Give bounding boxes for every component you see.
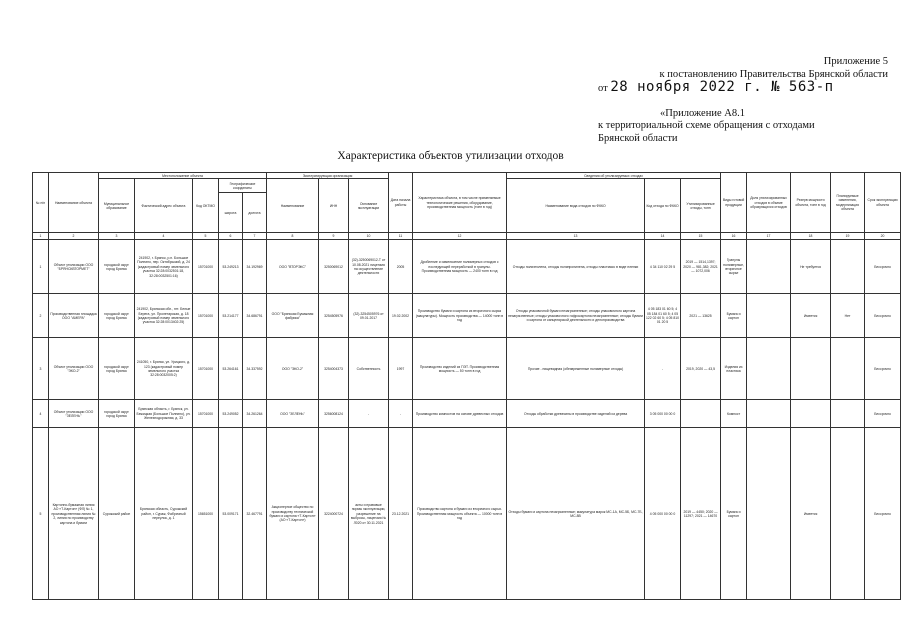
cell-lon: 34.686791 <box>243 294 267 338</box>
cell-n: 1 <box>33 240 49 294</box>
col-number: 12 <box>413 233 507 240</box>
cell-address: 241902, Брянская обл., пгт. Белые Берега, ул. Пролетарская, д. 18 (кадастровый номер земельного участка 32:28:0013402:25) <box>135 294 193 338</box>
cell-date-start: 1997 <box>389 338 413 400</box>
col-period: Срок эксплуатации объекта <box>865 173 901 233</box>
cell-share <box>747 400 791 428</box>
col-number: 14 <box>645 233 681 240</box>
cell-characteristics: Производство бумаги и картона из вторичного сырья (макулатуры). Мощность производства — 14000 тонн в год <box>413 294 507 338</box>
col-number: 5 <box>193 233 219 240</box>
cell-date-start: 19.02.2002 <box>389 294 413 338</box>
cell-period: Бессрочно <box>865 294 901 338</box>
table-row <box>33 428 901 600</box>
cell-n: 2 <box>33 294 49 338</box>
cell-inn: 3250069012 <box>319 240 349 294</box>
table-row <box>33 400 901 428</box>
cell-address: Брянская область, г. Брянск, ул. Бежицкая (Большое Полпино), ул. Железнодорожная, д. 33 <box>135 400 193 428</box>
col-number: 9 <box>319 233 349 240</box>
cell-name: Объект утилизации ООО "ЭКО-2" <box>49 338 99 400</box>
table-row <box>33 338 901 400</box>
cell-product: Изделия из пластика <box>721 338 747 400</box>
cell-characteristics: Производство картона и бумаги из вторичного сырья. Производственная мощность объекта — 10000 тонн в год <box>413 428 507 600</box>
resolution-reference: к постановлению Правительства Брянской области <box>659 68 888 80</box>
cell-characteristics: Дробление и измельчение полимерных отходов с последующей переработкой в гранулы. Производственная мощность — 2400 тонн в год <box>413 240 507 294</box>
cell-license: (32)-3254505976 от 09.01.2017 <box>349 294 389 338</box>
col-number: 2 <box>49 233 99 240</box>
col-license: Основание эксплуатации <box>349 179 389 233</box>
cell-share <box>747 338 791 400</box>
col-capacity-reserve: Резерв мощности объекта, тонн в год <box>791 173 831 233</box>
col-number: 18 <box>791 233 831 240</box>
waste-utilization-table <box>32 172 901 600</box>
cell-volume: 2021 — 13625 <box>681 294 721 338</box>
col-number: 10 <box>349 233 389 240</box>
col-share: Доля утилизированных отходов в объеме образующихся отходов <box>747 173 791 233</box>
cell-period: Бессрочно <box>865 400 901 428</box>
document-title: Характеристика объектов утилизации отходов <box>337 150 564 162</box>
cell-inn: 3254004373 <box>319 338 349 400</box>
cell-fkko-code: 4 05 183 01 60 5; 4 05 184 01 60 5; 4 05 122 02 60 5; 4 05 810 01 20 5 <box>645 294 681 338</box>
col-number: 11 <box>389 233 413 240</box>
from-word: от <box>598 83 608 94</box>
col-number: 8 <box>267 233 319 240</box>
cell-name: Картонно-бумажная линия АО «Т-Картон» (ФЛ) № 1, производственная линия № 2, линия по производству картона и бумаги <box>49 428 99 600</box>
cell-org-name: ООО "ЗЕЛЕНЬ" <box>267 400 319 428</box>
cell-date-start: 23.12.2021 <box>389 428 413 600</box>
cell-capacity-reserve <box>791 400 831 428</box>
cell-org-name: ООО "Брянская Бумажная фабрика" <box>267 294 319 338</box>
col-number: 13 <box>507 233 645 240</box>
cell-lat: 53.249052 <box>219 400 243 428</box>
col-number: 17 <box>747 233 791 240</box>
cell-period: Бессрочно <box>865 428 901 600</box>
cell-inn: 3256008124 <box>319 400 349 428</box>
col-volume: Утилизированные отходы, тонн <box>681 179 721 233</box>
cell-n: 3 <box>33 338 49 400</box>
cell-lat: 53.214177 <box>219 294 243 338</box>
cell-oktmo: 15701000 <box>193 240 219 294</box>
cell-product: Бумага и картон <box>721 428 747 600</box>
annex-line-1: к территориальной схеме обращения с отходами <box>598 120 815 131</box>
cell-name: Объект утилизации ООО "ЗЕЛЕНЬ" <box>49 400 99 428</box>
cell-plan-changes <box>831 400 865 428</box>
cell-lon: 32.467791 <box>243 428 267 600</box>
cell-capacity-reserve: Имеется <box>791 294 831 338</box>
group-location: Местоположение объекта <box>99 173 267 179</box>
col-number: 4 <box>135 233 193 240</box>
cell-waste-name: Отходы упаковочной бумаги незагрязненные; отходы упаковочного картона незагрязненные; отходы упаковочного гофрокартона незагрязненные; отходы бумаги и картона от канцелярской деятельности и делопроизводства <box>507 294 645 338</box>
cell-capacity-reserve: Имеется <box>791 428 831 600</box>
cell-capacity-reserve <box>791 338 831 400</box>
col-number: 19 <box>831 233 865 240</box>
cell-address: Брянская область, Сурожский район, г. Сураж, Фабричный переулок, д. 1 <box>135 428 193 600</box>
cell-waste-name: Отходы бумаги и картона незагрязненные; макулатура марок МС-1А, МС-5Б, МС-7Б, МС-8В <box>507 428 645 600</box>
cell-plan-changes <box>831 240 865 294</box>
cell-plan-changes <box>831 428 865 600</box>
cell-volume: 2019 — 1514,1397; 2020 — 981,382; 2021 — 1072,006 <box>681 240 721 294</box>
cell-characteristics: Производство изделий из ПЭТ. Производственная мощность — 50 тонн в год <box>413 338 507 400</box>
cell-share <box>747 294 791 338</box>
col-number: 20 <box>865 233 901 240</box>
table-row <box>33 240 901 294</box>
cell-date-start: 2005 <box>389 240 413 294</box>
cell-address: 241050, г. Брянск, ул. Урицкого, д. 123 (кадастровый номер земельного участка 32:28:0032005:2) <box>135 338 193 400</box>
cell-date-start: - <box>389 400 413 428</box>
cell-municipality: городской округ город Брянск <box>99 400 135 428</box>
col-number: 16 <box>721 233 747 240</box>
cell-period: Бессрочно <box>865 338 901 400</box>
col-oktmo: Код ОКТМО <box>193 179 219 233</box>
col-name: Наименование объекта <box>49 173 99 233</box>
cell-name: Производственная площадка ООО "АМЕРА" <box>49 294 99 338</box>
cell-oktmo: 15651000 <box>193 428 219 600</box>
cell-share <box>747 240 791 294</box>
col-number: 6 <box>219 233 243 240</box>
cell-lat: 53.249213 <box>219 240 243 294</box>
col-number: 1 <box>33 233 49 240</box>
cell-fkko-code: - <box>645 338 681 400</box>
group-operator: Эксплуатирующая организация <box>267 173 389 179</box>
cell-license: (32)-3250069012-Т от 10.08.2021 лицензия на осуществление деятельности <box>349 240 389 294</box>
cell-oktmo: 15701000 <box>193 338 219 400</box>
cell-lon: 34.192969 <box>243 240 267 294</box>
group-waste-info: Сведения об утилизируемых отходах <box>507 173 721 179</box>
column-number-row <box>33 233 901 240</box>
cell-org-name: Акционерное общество по производству технической бумаги и картона «Т-Картон» (АО «Т-Картон») <box>267 428 319 600</box>
cell-oktmo: 15701000 <box>193 400 219 428</box>
cell-municipality: городской округ город Брянск <box>99 338 135 400</box>
col-characteristics: Характеристика объекта, в том числе применяемые технологические решения, оборудование, производственная мощность (тонн в год) <box>413 173 507 233</box>
handwritten-date-number: 28 ноября 2022 г. № 563-п <box>610 79 834 95</box>
cell-municipality: городской округ город Брянск <box>99 294 135 338</box>
cell-period: Бессрочно <box>865 240 901 294</box>
col-lat: широта <box>219 193 243 233</box>
cell-waste-name: Отходы полиэтилена, отходы полипропилена, отходы пластмасс в виде пленки <box>507 240 645 294</box>
col-municipality: Муниципальное образование <box>99 179 135 233</box>
col-lon: долгота <box>243 193 267 233</box>
col-date-start: Дата начала работы <box>389 173 413 233</box>
cell-volume: 2019 — 4450; 2020 — 11297; 2021 — 14670 <box>681 428 721 600</box>
resolution-date-line <box>598 81 888 96</box>
col-inn: ИНН <box>319 179 349 233</box>
document-header <box>598 56 888 145</box>
col-product: Виды готовой продукции <box>721 173 747 233</box>
appendix-label: Приложение 5 <box>823 56 888 67</box>
cell-product: Бумага и картон <box>721 294 747 338</box>
col-address: Фактический адрес объекта <box>135 179 193 233</box>
cell-waste-name: Прочие - пищевидная (обезвреженные полимерные отходы) <box>507 338 645 400</box>
col-waste-name: Наименование вида отходов по ФККО <box>507 179 645 233</box>
cell-inn: 3254505976 <box>319 294 349 338</box>
table-row <box>33 294 901 338</box>
cell-characteristics: Производство компостов на основе древесных отходов <box>413 400 507 428</box>
cell-n: 4 <box>33 400 49 428</box>
annex-line-2: Брянской области <box>598 132 678 144</box>
cell-inn: 3224000724 <box>319 428 349 600</box>
cell-name: Объект утилизации ООО "БРЯНСКВТОРМЕТ" <box>49 240 99 294</box>
annex-title: «Приложение А8.1 <box>660 107 745 119</box>
cell-lat: 53.264161 <box>219 338 243 400</box>
cell-plan-changes <box>831 338 865 400</box>
cell-product: Гранулы полимерные, вторичное сырье <box>721 240 747 294</box>
cell-municipality: Сурожский район <box>99 428 135 600</box>
col-plan-changes: Планируемые изменения, модернизация объекта <box>831 173 865 233</box>
cell-license: - <box>349 400 389 428</box>
cell-org-name: ООО "ВТОРЭКС" <box>267 240 319 294</box>
col-org-name: Наименование <box>267 179 319 233</box>
col-number: 7 <box>243 233 267 240</box>
cell-license: Собственность <box>349 338 389 400</box>
cell-oktmo: 15701000 <box>193 294 219 338</box>
cell-license: акты и правовые нормы эксплуатации, разрешение на выбросы, лицензия № Л020 от 30.11.2021 <box>349 428 389 600</box>
cell-municipality: городской округ город Брянск <box>99 240 135 294</box>
cell-n: 5 <box>33 428 49 600</box>
group-coords: Географические координаты <box>219 179 267 193</box>
cell-volume <box>681 400 721 428</box>
cell-fkko-code: 4 34 110 02 29 5 <box>645 240 681 294</box>
col-number: 15 <box>681 233 721 240</box>
cell-fkko-code: 4 05 000 00 00 0 <box>645 428 681 600</box>
cell-volume: 2019, 2020 — 43,5 <box>681 338 721 400</box>
cell-lat: 53.009171 <box>219 428 243 600</box>
cell-product: Компост <box>721 400 747 428</box>
cell-waste-name: Отходы обработки древесины в производстве изделий из дерева <box>507 400 645 428</box>
cell-lon: 34.337592 <box>243 338 267 400</box>
cell-share <box>747 428 791 600</box>
cell-org-name: ООО "ЭКО-2" <box>267 338 319 400</box>
cell-fkko-code: 3 05 000 00 00 0 <box>645 400 681 428</box>
cell-capacity-reserve: Не требуется <box>791 240 831 294</box>
col-number: 3 <box>99 233 135 240</box>
cell-plan-changes: Нет <box>831 294 865 338</box>
col-fkko-code: Код отхода по ФККО <box>645 179 681 233</box>
cell-address: 241902, г. Брянск, р.п. Большое Полпино, пер. Октябрьский, д. 24 (кадастровый номер земельного участка 32:28:0032501:18, 32:28:0032501:16) <box>135 240 193 294</box>
col-n: № п/п <box>33 173 49 233</box>
cell-lon: 34.261264 <box>243 400 267 428</box>
